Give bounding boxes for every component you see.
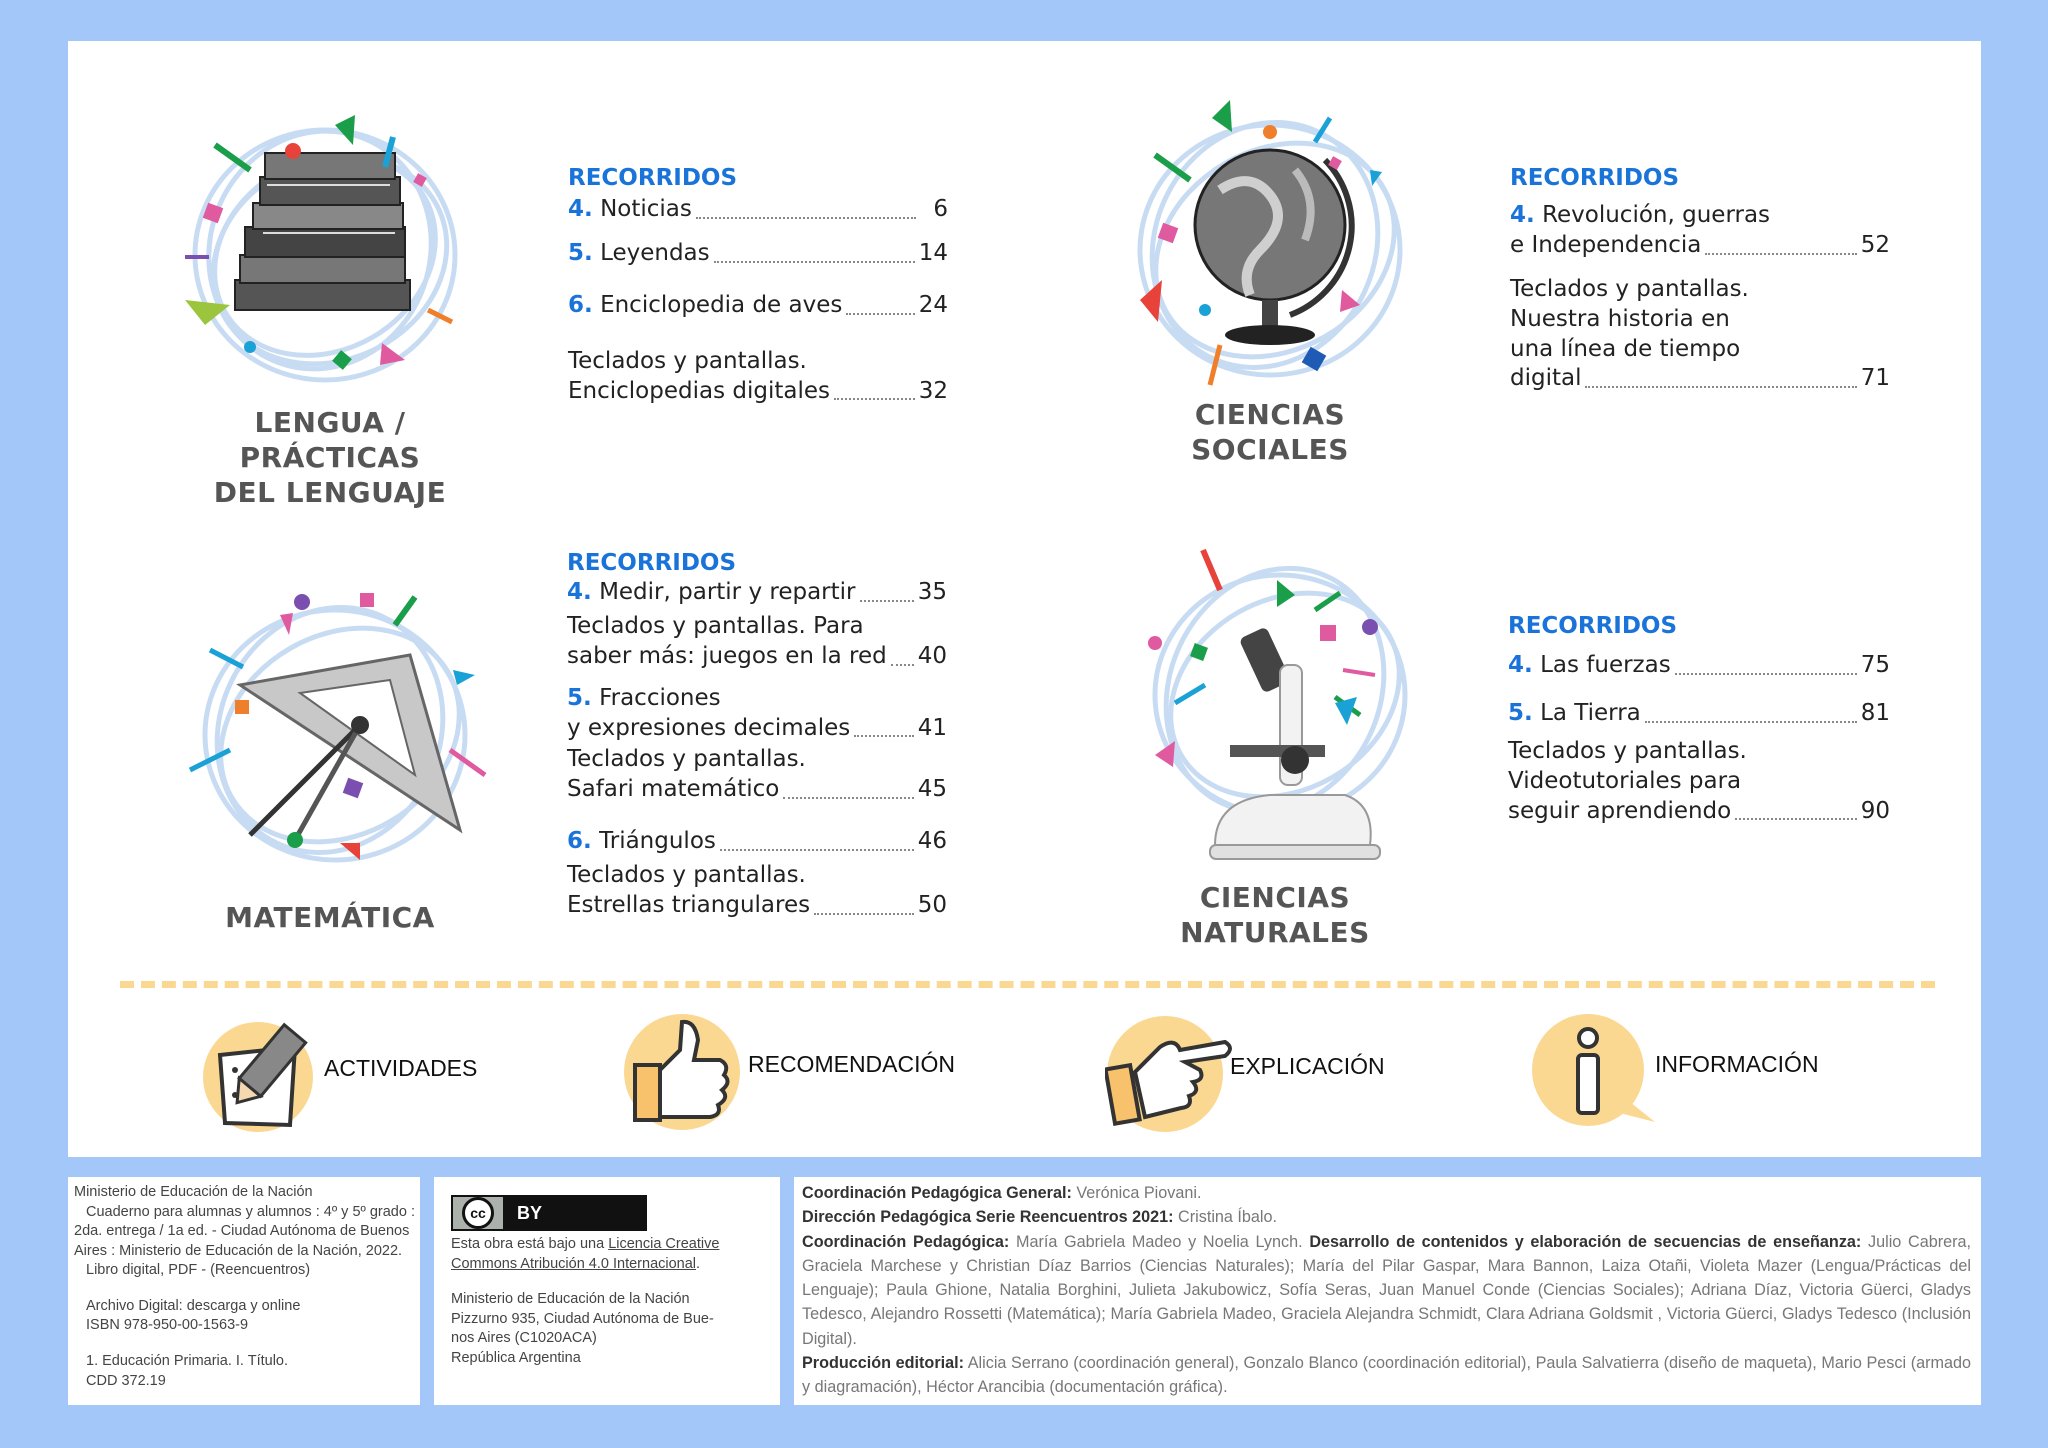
books-icon [235,153,410,310]
sociales-title-line: CIENCIAS [1194,398,1346,431]
catalog-line: CDD 372.19 [86,1372,166,1389]
toc-entry[interactable] [567,684,947,744]
address-line: Ministerio de Educación de la Nación [451,1291,690,1308]
credit-value: María Gabriela Madeo y Noelia Lynch. [1009,1232,1310,1251]
toc-entry[interactable] [568,239,948,269]
legend-label: EXPLICACIÓN [1230,1053,1385,1079]
credit-value: Julio Cabrera, Graciela Marchese y Christian Díaz Barrios (Ciencias Naturales); María del Pilar Gaspar, Mara Bannon, Laiza Otañi, Violeta Mazer (Lengua/Prácticas del Lenguaje); Paula Ghione, Natalia Borghini, Julieta Jakubowicz, Sofía Seras, Juan Manuel Conde (Ciencias Sociales); Adriana Díaz, Victoria Güerci, Gladys Tedesco, Alejandro Rossetti (Matemática); María Gabriela Madeo, Graciela Alejandra Schmidt, Clara Adriana Goldsmit , Victoria Güerci, Gladys Tedesco (Inclusión Digital). [802,1232,1971,1348]
entry-number: 5. [568,239,593,266]
entry-title: una línea de tiempo [1510,335,1741,362]
leader-dots [1645,720,1857,723]
legend-recomendacion [620,1010,745,1135]
entry-title: Revolución, guerras [1542,202,1771,228]
entry-page: 90 [1860,797,1890,824]
entry-title: La Tierra [1540,699,1641,726]
catalog-line: 2da. entrega / 1a ed. - Ciudad Autónoma de Buenos [74,1223,410,1240]
leader-dots [1735,817,1856,820]
entry-title: Fracciones [599,684,721,711]
naturales-title [1130,880,1420,950]
address-line: nos Aires (C1020ACA) [451,1330,597,1347]
leader-dots [1675,672,1857,675]
entry-page: 45 [917,776,947,803]
lengua-title [170,405,490,510]
credit-label: Producción editorial: [802,1354,965,1373]
catalog-line: ISBN 978-950-00-1563-9 [86,1317,249,1334]
microscope-illustration [1135,545,1425,875]
toc-entry[interactable] [568,347,948,407]
naturales-title-line: NATURALES [1180,916,1370,949]
microscope-icon [1210,626,1380,859]
toc-entry[interactable] [567,578,947,608]
naturales-heading: RECORRIDOS [1508,613,1678,639]
entry-title: seguir aprendiendo [1508,797,1732,824]
toc-entry[interactable] [1510,275,1890,395]
catalog-box [68,1177,420,1405]
entry-title: Medir, partir y repartir [599,579,856,605]
leader-dots [696,216,916,219]
leader-dots [834,397,915,400]
leader-dots [891,663,914,666]
geometry-illustration [185,585,495,875]
entry-number: 4. [568,196,593,222]
entry-title: digital [1510,365,1582,392]
globe-icon [1195,150,1352,345]
naturales-title-line: CIENCIAS [1199,881,1351,914]
credit-value: Alicia Serrano (coordinación general), Gonzalo Blanco (coordinación editorial), Paula Salvatierra (diseño de maqueta), Mario Pesci (armado y diagramación), Héctor Arancibia (documentación gráfica). [802,1354,1971,1397]
cc-by-badge[interactable] [451,1195,647,1231]
by-label: BY [503,1197,645,1229]
legend-label: RECOMENDACIÓN [748,1051,956,1077]
credit-label: Dirección Pedagógica Serie Reencuentros 2021: [802,1208,1174,1227]
toc-entry[interactable] [567,827,947,857]
toc-entry[interactable] [567,745,947,805]
entry-title: Leyendas [600,239,710,266]
credit-label: Coordinación Pedagógica General: [802,1184,1072,1202]
entry-page: 41 [917,714,947,741]
catalog-line: Aires : Ministerio de Educación de la Nación, 2022. [74,1242,403,1259]
entry-title: saber más: juegos en la red [567,642,887,669]
lengua-title-line: LENGUA / [254,406,406,439]
leader-dots [720,848,914,851]
set-square-icon [240,655,460,840]
entry-title: Videotutoriales para [1508,767,1742,794]
entry-title: Safari matemático [567,776,780,803]
globe-illustration [1120,100,1420,400]
entry-title: Teclados y pantallas. [1510,275,1749,302]
entry-page: 50 [917,892,947,919]
entry-number: 5. [567,684,592,711]
entry-page: 52 [1860,231,1890,258]
entry-title: Nuestra historia en [1510,305,1730,332]
entry-number: 5. [1508,699,1533,726]
lengua-title-line: DEL LENGUAJE [213,476,447,509]
dashed-divider [120,981,1935,988]
license-text: Esta obra está bajo una [451,1236,609,1252]
credit-value: Verónica Piovani. [1071,1184,1202,1202]
legend-label: INFORMACIÓN [1655,1051,1819,1077]
entry-number: 4. [1508,652,1533,678]
entry-title: Teclados y pantallas. [567,746,806,773]
entry-page: 71 [1860,365,1890,392]
entry-page: 6 [933,196,948,222]
lengua-heading: RECORRIDOS [568,165,738,191]
naturales-toc [1508,613,1890,826]
toc-entry[interactable] [1508,737,1890,827]
catalog-line: Cuaderno para alumnas y alumnos : 4º y 5º grado : [86,1203,415,1220]
leader-dots [854,734,913,737]
entry-page: 14 [918,239,948,266]
leader-dots [814,912,914,915]
matematica-heading: RECORRIDOS [567,550,737,576]
license-link[interactable]: Licencia Creative Commons Atribución 4.0 Internacional [451,1236,720,1272]
entry-page: 40 [917,642,947,669]
pencil-paper-icon [200,1015,320,1135]
license-period: . [696,1255,701,1272]
legend-actividades [200,1015,320,1135]
thumbs-up-icon [620,1010,745,1135]
toc-entry[interactable] [568,291,948,321]
matematica-title [170,900,490,935]
info-icon [1530,1010,1660,1140]
sociales-toc [1510,165,1890,394]
leader-dots [860,599,914,602]
toc-entry[interactable] [1508,699,1890,729]
address-line: Pizzurno 935, Ciudad Autónoma de Bue- [451,1310,714,1327]
sociales-heading: RECORRIDOS [1510,165,1680,191]
entry-title: Estrellas triangulares [567,892,811,919]
pointing-hand-icon [1105,1012,1235,1137]
lengua-title-line: PRÁCTICAS [239,441,421,474]
leader-dots [1705,252,1856,255]
entry-title: Teclados y pantallas. [567,862,806,889]
entry-number: 4. [567,579,592,605]
sociales-title [1120,397,1420,467]
credit-label: Coordinación Pedagógica: [802,1232,1010,1251]
entry-number: 4. [1510,202,1535,228]
catalog-line: 1. Educación Primaria. I. Título. [86,1352,289,1369]
leader-dots [846,312,914,315]
entry-number: 6. [567,828,592,855]
legend-informacion [1530,1010,1660,1140]
entry-page: 35 [917,579,947,605]
legend-label: ACTIVIDADES [324,1055,478,1081]
credit-label: Desarrollo de contenidos y elaboración de secuencias de enseñanza: [1309,1232,1862,1251]
entry-title: Teclados y pantallas. [568,347,807,374]
entry-page: 81 [1860,699,1890,726]
entry-title: Triángulos [599,828,716,855]
entry-title: y expresiones decimales [567,714,851,741]
toc-entry[interactable] [1510,201,1890,261]
entry-page: 24 [918,291,948,318]
legend-explicacion [1105,1012,1235,1137]
leader-dots [1585,385,1856,388]
leader-dots [714,260,915,263]
toc-entry[interactable] [567,612,947,672]
entry-page: 32 [918,377,948,404]
entry-number: 6. [568,291,593,318]
entry-title: Noticias [600,196,692,222]
credit-value: Cristina Íbalo. [1173,1208,1278,1227]
entry-page: 75 [1860,652,1890,678]
toc-entry[interactable] [568,195,948,225]
entry-title: Las fuerzas [1540,652,1671,678]
cc-icon [453,1197,503,1229]
address-line: República Argentina [451,1349,581,1366]
entry-title: Enciclopedia de aves [600,291,843,318]
toc-entry[interactable] [567,861,947,921]
cc-icon-text: cc [462,1197,494,1229]
catalog-line: Libro digital, PDF - (Reencuentros) [86,1262,311,1279]
leader-dots [783,796,913,799]
books-illustration [175,115,475,395]
toc-entry[interactable] [1508,651,1890,681]
entry-title: Enciclopedias digitales [568,377,830,404]
entry-title: Teclados y pantallas. [1508,737,1747,764]
entry-title: Teclados y pantallas. Para [567,612,864,639]
credits-box [794,1177,1981,1405]
catalog-line: Ministerio de Educación de la Nación [74,1184,313,1200]
catalog-line: Archivo Digital: descarga y online [86,1297,301,1314]
sociales-title-line: SOCIALES [1191,433,1349,466]
license-box [434,1177,780,1405]
lengua-toc [568,165,948,406]
matematica-title-line: MATEMÁTICA [225,901,435,934]
entry-page: 46 [917,828,947,855]
entry-title: e Independencia [1510,231,1702,258]
matematica-toc [567,550,947,921]
